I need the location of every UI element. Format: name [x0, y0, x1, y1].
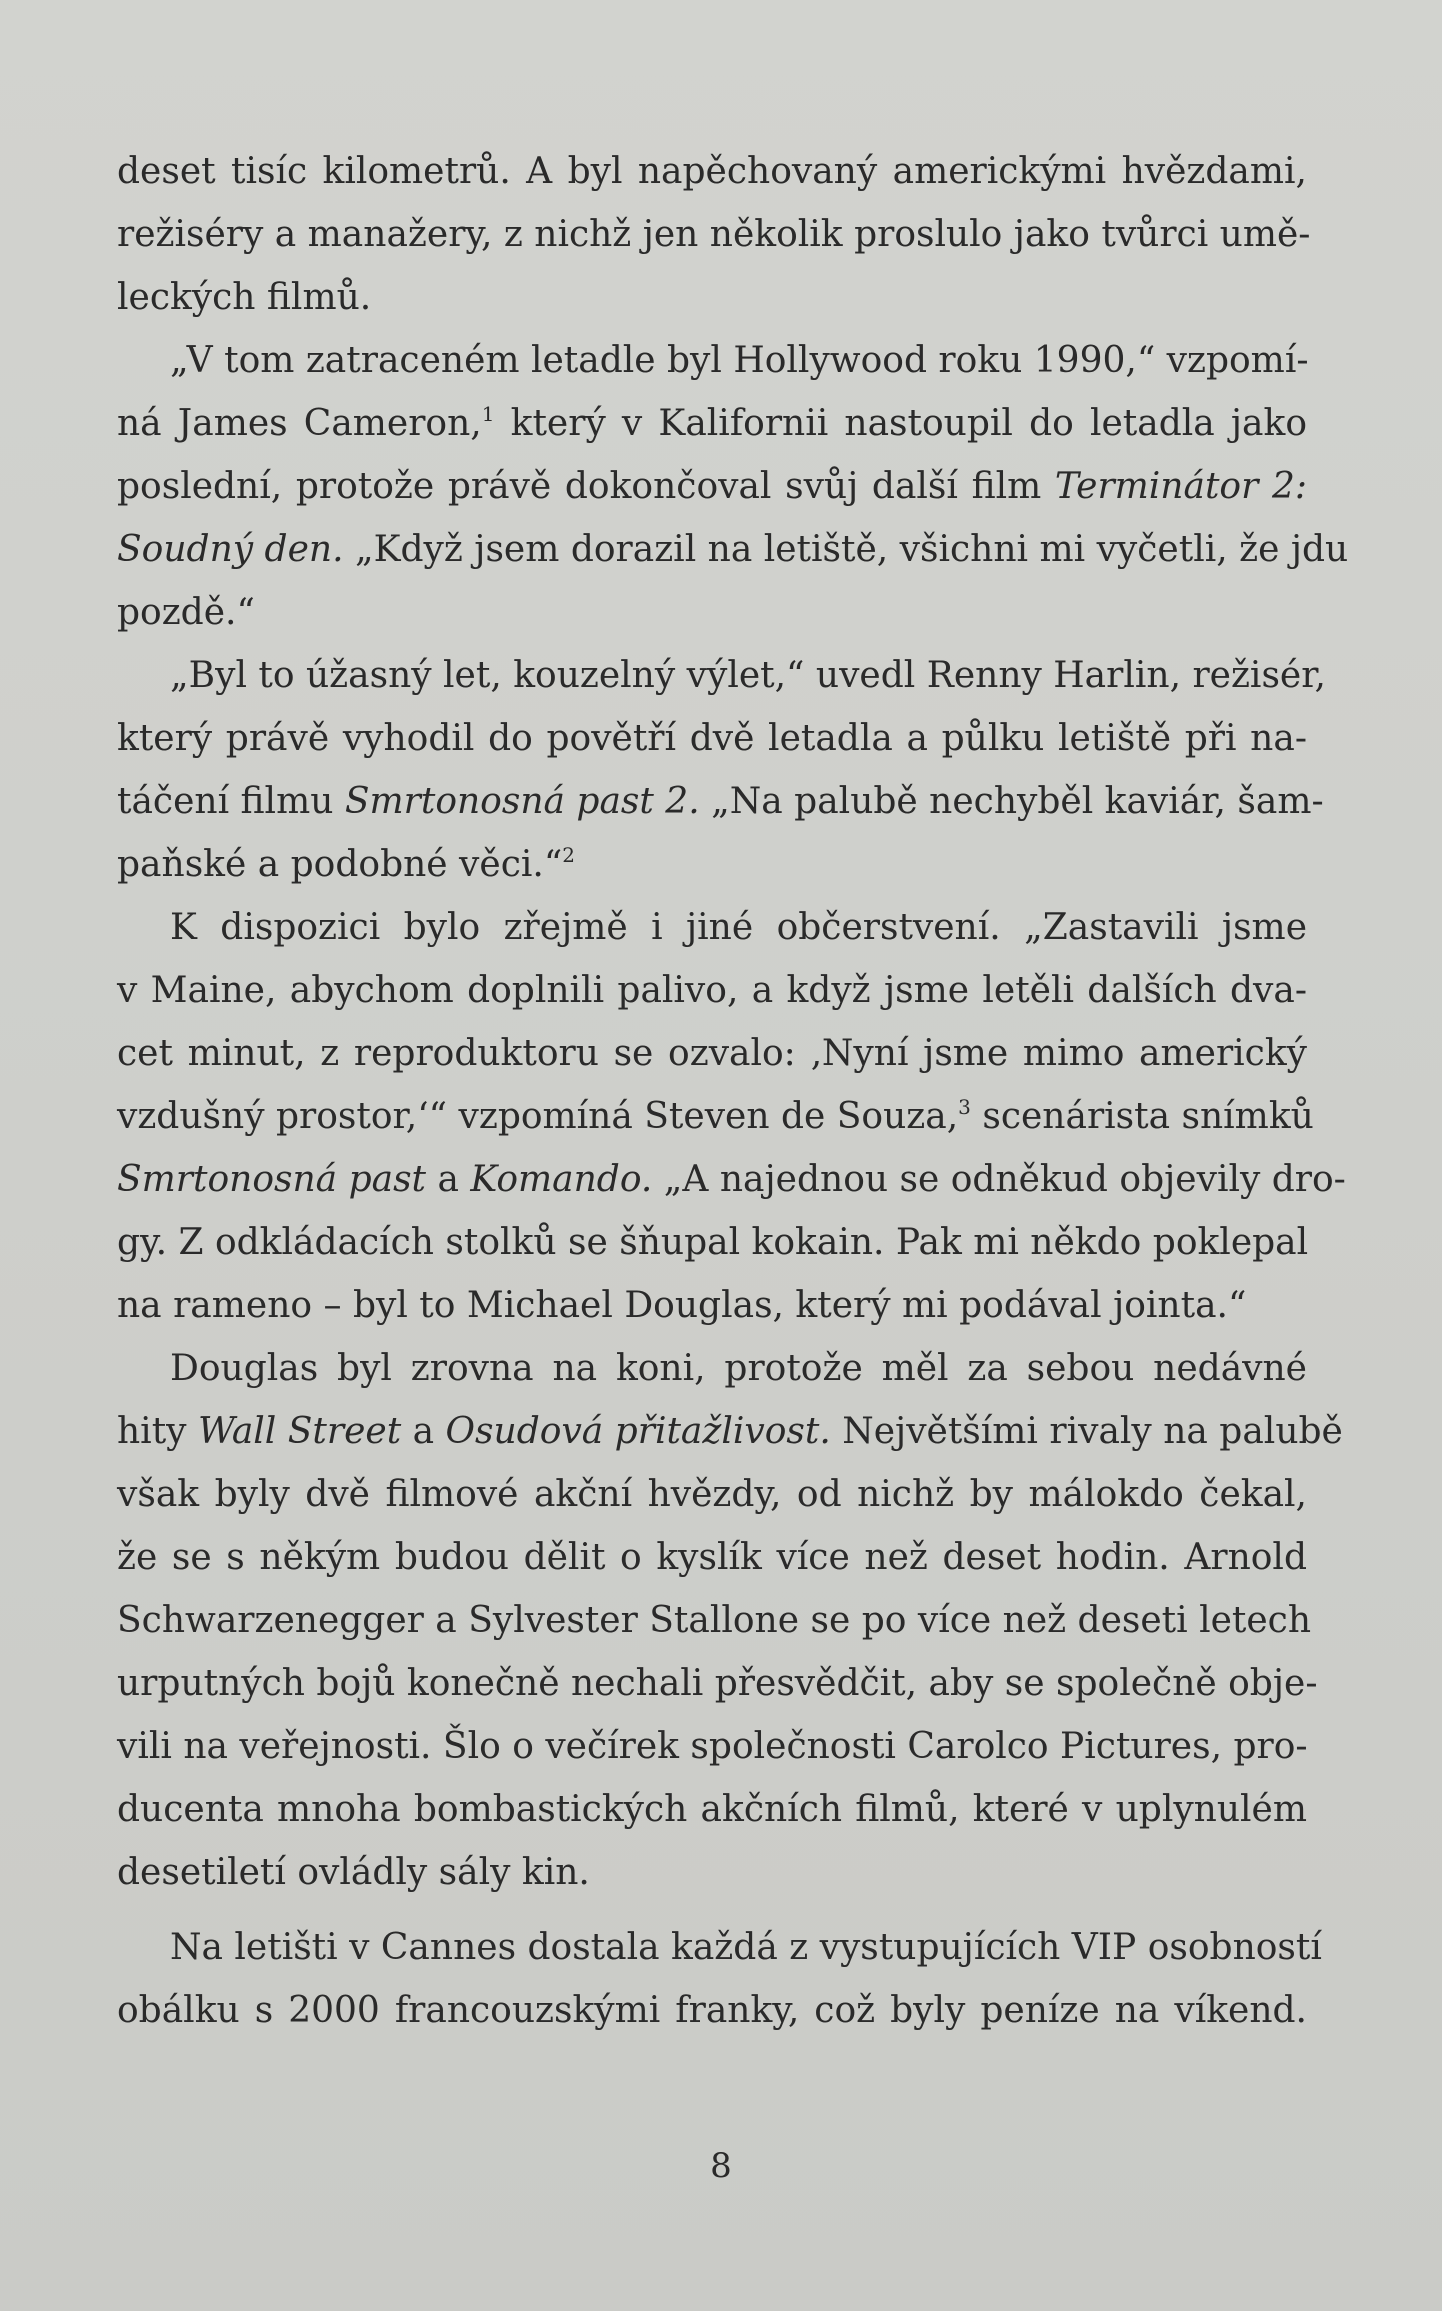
text-line — [117, 1211, 1307, 1274]
italic-title: Soudný den. — [117, 529, 344, 570]
text-segment: K dispozici bylo zřejmě i jiné občerstvení. „Zastavili jsme — [170, 907, 1307, 948]
text-line — [117, 203, 1311, 266]
text-line — [117, 1841, 1307, 1904]
text-segment: deset tisíc kilometrů. A byl napěchovaný americkými hvězdami, — [117, 151, 1307, 192]
text-line — [117, 1526, 1307, 1589]
text-segment: leckých filmů. — [117, 277, 372, 318]
text-segment: a — [401, 1411, 446, 1452]
italic-title: Komando. — [470, 1159, 653, 1200]
text-segment: a — [426, 1159, 471, 1200]
text-segment: táčení filmu — [117, 781, 345, 822]
text-line — [117, 896, 1307, 959]
footnote-marker: 3 — [958, 1095, 971, 1119]
text-segment: urputných bojů konečně nechali přesvědčit, aby se společně obje- — [117, 1663, 1318, 1704]
text-segment: režiséry a manažery, z nichž jen několik proslulo jako tvůrci umě- — [117, 214, 1311, 255]
text-line — [117, 392, 1307, 455]
text-line — [117, 644, 1326, 707]
text-line — [117, 1463, 1307, 1526]
text-segment: „Na palubě nechyběl kaviár, šam- — [699, 781, 1324, 822]
text-segment: ná James Cameron, — [117, 403, 482, 444]
text-segment: že se s někým budou dělit o kyslík více než deset hodin. Arnold — [117, 1537, 1307, 1578]
text-line — [117, 1979, 1307, 2042]
text-segment: hity — [117, 1411, 198, 1452]
footnote-marker: 2 — [562, 843, 575, 867]
text-segment: paňské a podobné věci.“ — [117, 844, 563, 885]
text-line — [117, 707, 1307, 770]
italic-title: Terminátor 2: — [1054, 466, 1307, 507]
text-line — [117, 1022, 1307, 1085]
text-line — [117, 1274, 1307, 1337]
text-segment: „Když jsem dorazil na letiště, všichni mi vyčetli, že jdu — [343, 529, 1349, 570]
text-segment: který v Kalifornii nastoupil do letadla jako — [494, 403, 1307, 444]
footnote-marker: 1 — [481, 402, 495, 426]
text-segment: poslední, protože právě dokončoval svůj další film — [117, 466, 1055, 507]
text-segment: Na letišti v Cannes dostala každá z vystupujících VIP osobností — [170, 1927, 1322, 1968]
text-line — [117, 1652, 1318, 1715]
text-line — [117, 266, 1307, 329]
text-line — [117, 1778, 1307, 1841]
text-line — [117, 1400, 1343, 1463]
text-line — [117, 1589, 1312, 1652]
italic-title: Osudová přitažlivost. — [445, 1411, 831, 1452]
italic-title: Smrtonosná past 2. — [344, 781, 700, 822]
text-segment: gy. Z odkládacích stolků se šňupal kokain. Pak mi někdo poklepal — [117, 1222, 1309, 1263]
text-segment: scenárista snímků — [970, 1096, 1314, 1137]
text-line — [117, 455, 1307, 518]
text-segment: „V tom zatraceném letadle byl Hollywood roku 1990,“ vzpomí- — [170, 340, 1309, 381]
text-segment: vzdušný prostor,‘“ vzpomíná Steven de Souza, — [117, 1096, 959, 1137]
text-segment: však byly dvě filmové akční hvězdy, od nichž by málokdo čekal, — [117, 1474, 1307, 1515]
text-segment: obálku s 2000 francouzskými franky, což byly peníze na víkend. — [117, 1990, 1307, 2031]
italic-title: Wall Street — [197, 1411, 402, 1452]
text-segment: pozdě.“ — [117, 592, 255, 633]
italic-title: Smrtonosná past — [117, 1159, 427, 1200]
text-segment: Největšími rivaly na palubě — [830, 1411, 1343, 1452]
text-segment: ducenta mnoha bombastických akčních filmů, které v uplynulém — [117, 1789, 1307, 1830]
text-segment: na rameno – byl to Michael Douglas, který mi podával jointa.“ — [117, 1285, 1247, 1326]
text-segment: Schwarzenegger a Sylvester Stallone se po více než deseti letech — [117, 1600, 1312, 1641]
text-line — [117, 1085, 1314, 1148]
text-segment: který právě vyhodil do povětří dvě letadla a půlku letiště při na- — [117, 718, 1307, 759]
text-line — [117, 1337, 1307, 1400]
text-segment: Douglas byl zrovna na koni, protože měl za sebou nedávné — [170, 1348, 1307, 1389]
text-line — [117, 1916, 1322, 1979]
text-line — [117, 581, 1307, 644]
text-segment: v Maine, abychom doplnili palivo, a když jsme letěli dalších dva- — [117, 970, 1307, 1011]
text-line — [117, 140, 1307, 203]
text-segment: „A najednou se odněkud objevily dro- — [652, 1159, 1346, 1200]
page-number: 8 — [710, 2146, 732, 2186]
text-line — [117, 329, 1307, 392]
text-segment: vili na veřejnosti. Šlo o večírek společnosti Carolco Pictures, pro- — [117, 1726, 1308, 1767]
text-line — [117, 1148, 1346, 1211]
text-line — [117, 1715, 1307, 1778]
text-line — [117, 770, 1324, 833]
text-line — [117, 518, 1349, 581]
text-line — [117, 959, 1307, 1022]
text-line — [117, 833, 1307, 896]
text-segment: „Byl to úžasný let, kouzelný výlet,“ uvedl Renny Harlin, režisér, — [170, 655, 1326, 696]
text-segment: cet minut, z reproduktoru se ozvalo: ‚Nyní jsme mimo americký — [117, 1033, 1307, 1074]
text-segment: desetiletí ovládly sály kin. — [117, 1852, 590, 1893]
body-text — [117, 140, 1349, 2042]
